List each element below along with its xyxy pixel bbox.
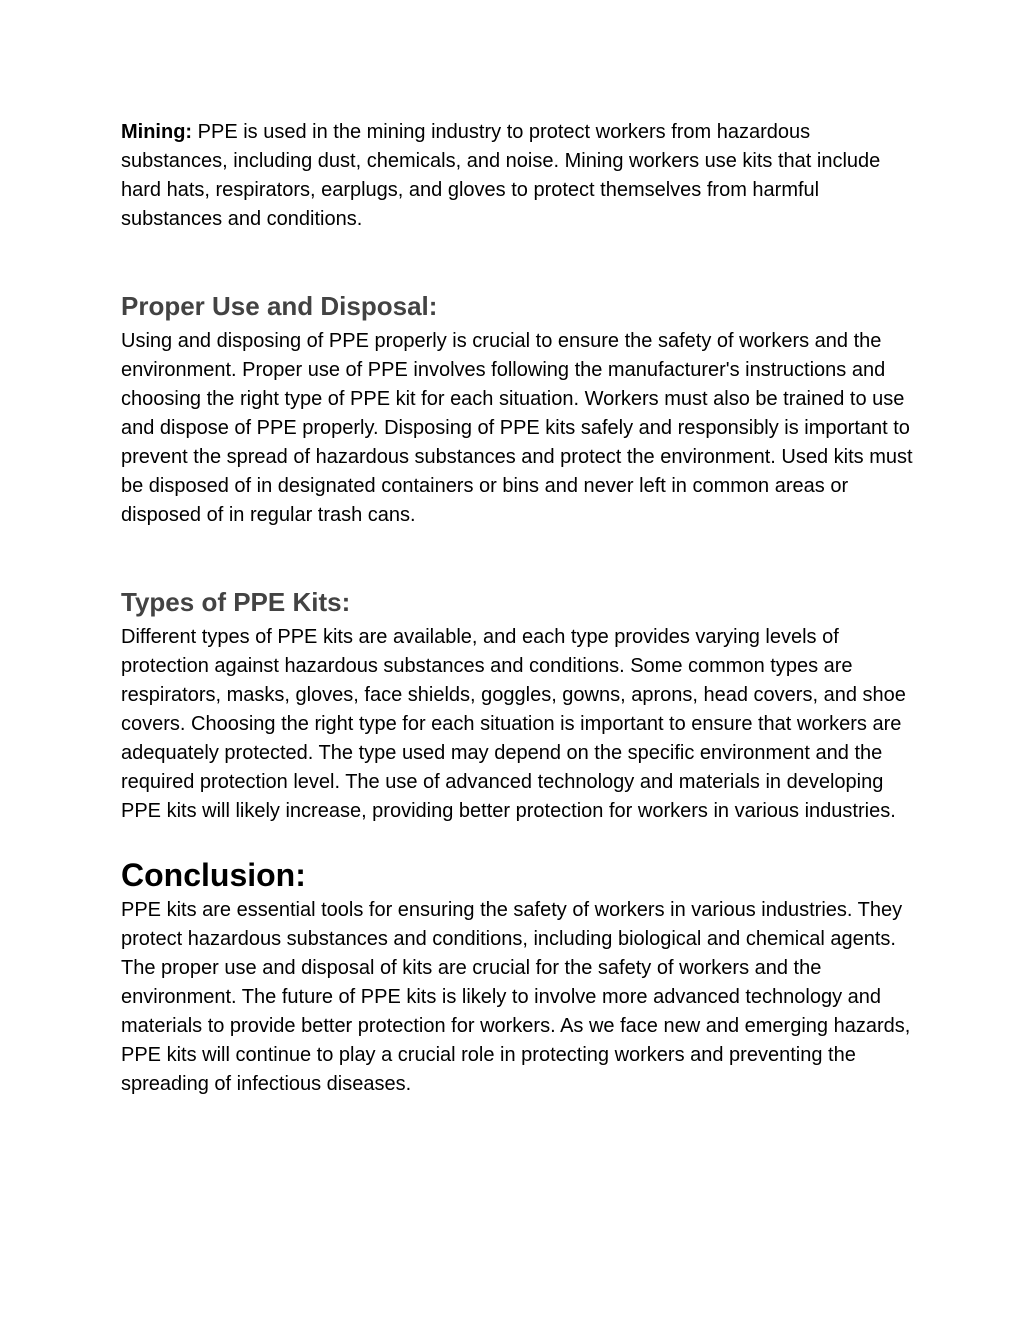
types-paragraph: Different types of PPE kits are available, and each type provides varying levels of protection against hazardous substances and conditions. Some common types are respirators, masks, gloves, face shields, goggles, gowns, aprons, head covers, and shoe covers. Choosing the right type for each situation is important to ensure that workers are adequately protected. The type used may depend on the specific environment and the required protection level. The use of advanced technology and materials in developing PPE kits will likely increase, providing better protection for workers in various industries. bbox=[121, 626, 906, 822]
mining-text: PPE is used in the mining industry to protect workers from hazardous substances, including dust, chemicals, and noise. Mining workers use kits that include hard hats, respirators, earplugs, and gloves to protect themselves from harmful substances and conditions. bbox=[121, 121, 881, 230]
proper-use-heading: Proper Use and Disposal: bbox=[121, 291, 438, 321]
proper-use-paragraph: Using and disposing of PPE properly is crucial to ensure the safety of workers and the environment. Proper use of PPE involves following the manufacturer's instructions and choosing the right type of PPE kit for each situation. Workers must also be trained to use and dispose of PPE properly. Disposing of PPE kits safely and responsibly is important to prevent the spread of hazardous substances and protect the environment. Used kits must be disposed of in designated containers or bins and never left in common areas or disposed of in regular trash cans. bbox=[121, 330, 913, 526]
document-page bbox=[121, 118, 921, 1099]
types-heading: Types of PPE Kits: bbox=[121, 587, 351, 617]
conclusion-paragraph: PPE kits are essential tools for ensuring the safety of workers in various industries. They protect hazardous substances and conditions, including biological and chemical agents. The proper use and disposal of kits are crucial for the safety of workers and the environment. The future of PPE kits is likely to involve more advanced technology and materials to provide better protection for workers. As we face new and emerging hazards, PPE kits will continue to play a crucial role in protecting workers and preventing the spreading of infectious diseases. bbox=[121, 899, 911, 1095]
mining-paragraph bbox=[121, 118, 921, 234]
mining-label: Mining: bbox=[121, 121, 193, 143]
conclusion-heading: Conclusion: bbox=[121, 857, 306, 893]
